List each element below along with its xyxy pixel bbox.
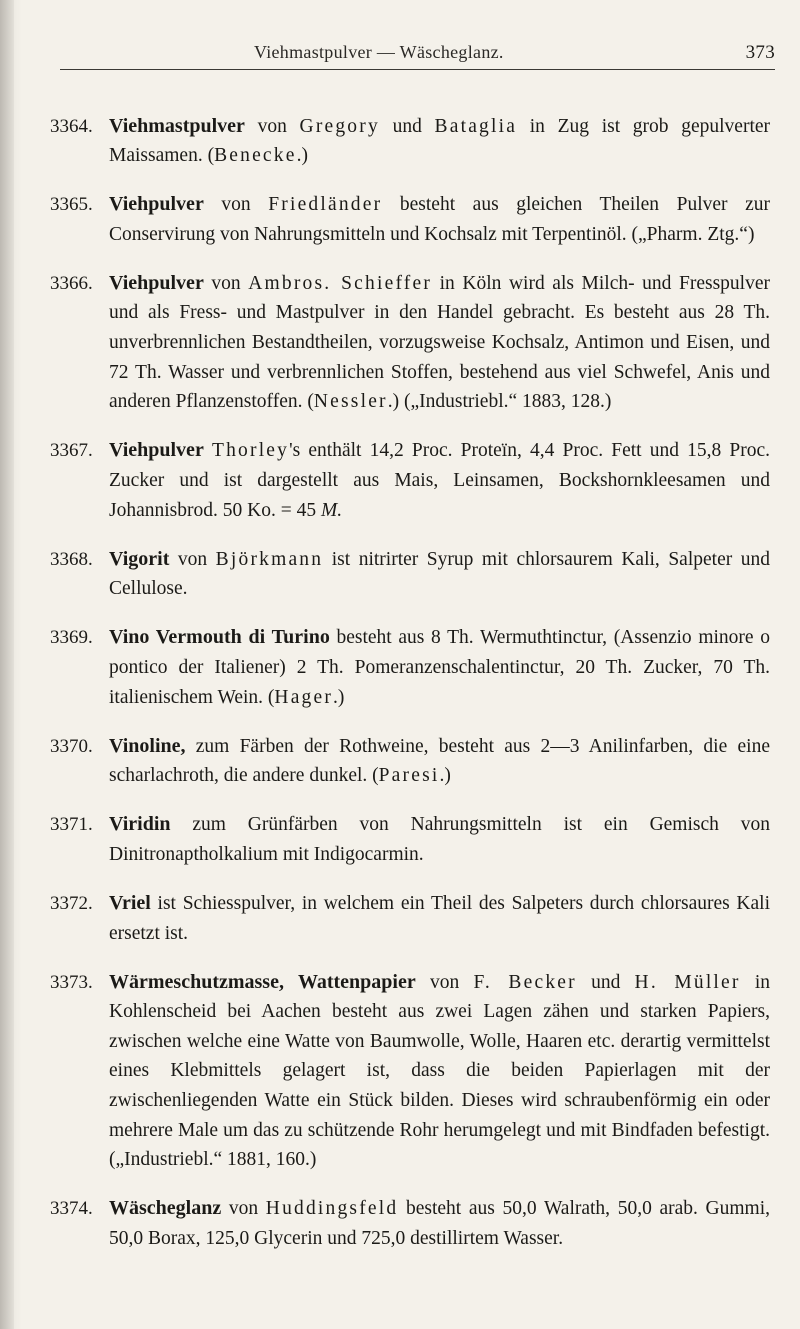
- entry-text: und: [379, 115, 435, 137]
- entry-text: zum Grünfärben von Nahrungsmitteln ist ein Gemisch von Dinitronaptholkalium mit Indigocarmin.: [109, 814, 770, 865]
- source-name: Nessler: [313, 391, 388, 413]
- entry-text: von: [244, 115, 300, 137]
- entry-text: ist nitrirter Syrup mit chlorsaurem Kali, Salpeter und Cellulose.: [109, 548, 770, 600]
- entry-number: 3371.: [50, 814, 93, 836]
- entry-text: .): [439, 765, 451, 787]
- person-name: Gregory: [299, 115, 380, 137]
- entry-text: 's enthält 14,2 Proc. Proteïn, 4,4 Proc. Fett und 15,8 Proc. Zucker und ist dargestellt aus Mais, Leinsamen, Bockshornkleesamen und Johannisbrod. 50 Ko. = 45: [109, 440, 771, 521]
- entry-3367: [50, 436, 770, 525]
- header-rule: [60, 69, 775, 70]
- person-name: F. Becker: [473, 971, 577, 993]
- entry-3364: [50, 112, 770, 171]
- entry-text: von: [169, 548, 216, 570]
- entry-text: von: [415, 971, 474, 993]
- entry-number: 3369.: [50, 627, 93, 649]
- entry-headword: Viehmastpulver: [109, 114, 245, 137]
- entry-3374: [50, 1194, 770, 1253]
- entry-text: von: [203, 272, 249, 294]
- entry-headword: Viridin: [109, 813, 171, 836]
- page-binding-shadow: [0, 0, 14, 1329]
- entry-text: .) („Industriebl.“ 1883, 128.): [387, 391, 612, 413]
- entry-text: besteht aus 50,0 Walrath, 50,0 arab. Gummi, 50,0 Borax, 125,0 Glycerin und 725,0 destillirtem Wasser.: [109, 1198, 771, 1249]
- entry-3365: [50, 190, 770, 249]
- entry-3371: [50, 810, 770, 869]
- running-header: [60, 38, 775, 68]
- entry-3368: [50, 545, 770, 604]
- entry-text: ist Schiesspulver, in welchem ein Theil des Salpeters durch chlorsaures Kali ersetzt ist.: [109, 892, 770, 944]
- entry-text: in Zug ist grob gepulverter Maissamen. (: [109, 115, 771, 167]
- entry-text: [204, 440, 212, 461]
- entry-headword: Vinoline,: [109, 734, 186, 757]
- person-name: Huddingsfeld: [265, 1198, 399, 1220]
- source-name: Benecke: [214, 145, 297, 167]
- entry-number: 3365.: [50, 194, 93, 216]
- source-name: Paresi: [378, 765, 440, 787]
- entry-text: von: [203, 194, 269, 216]
- person-name: Friedländer: [268, 194, 383, 216]
- entry-number: 3364.: [50, 115, 93, 137]
- entry-headword: Wärmeschutzmasse, Wattenpapier: [109, 970, 416, 993]
- running-header-title: Viehmastpulver — Wäscheglanz.: [254, 42, 504, 62]
- entry-headword: Vino Vermouth di Turino: [109, 626, 330, 649]
- entry-text: zum Färben der Rothweine, besteht aus 2—3 Anilinfarben, die eine scharlachroth, die andere dunkel. (: [109, 735, 770, 787]
- entry-number: 3370.: [50, 735, 93, 757]
- entry-headword: Viehpulver: [109, 271, 204, 294]
- person-name: Ambros. Schieffer: [248, 272, 433, 294]
- entry-text: .): [296, 145, 308, 167]
- person-name: Thorley: [211, 440, 290, 462]
- entry-headword: Wäscheglanz: [109, 1197, 222, 1220]
- entry-headword: Vigorit: [109, 547, 170, 570]
- entry-headword: Viehpulver: [109, 193, 204, 216]
- source-name: Hager: [274, 686, 334, 708]
- entry-text: und: [576, 971, 635, 993]
- entry-text: in Köln wird als Milch- und Fresspulver und als Fress- und Mastpulver in den Handel gebracht. Es besteht aus 28 Th. unverbrennlichen Bestandtheilen, vorzugsweise Kochsalz, Antimon und Eisen, und 72 Th. Wasser und verbrennlichen Stoffen, bestehend aus viel Schwefel, Anis und anderen Pflanzenstoffen. (: [109, 272, 770, 413]
- entry-text: .): [333, 686, 345, 708]
- person-name: Björkmann: [215, 548, 324, 570]
- entry-text: von: [221, 1198, 266, 1220]
- entry-text: besteht aus 8 Th. Wermuthtinctur, (Assenzio minore o pontico der Italiener) 2 Th. Pomeranzenschalentinctur, 20 Th. Zucker, 70 Th. italienischem Wein. (: [109, 627, 770, 708]
- entry-3370: [50, 732, 770, 791]
- entry-3373: [50, 968, 770, 1175]
- entry-3369: [50, 623, 770, 712]
- person-name: H. Müller: [634, 971, 741, 993]
- entry-headword: Viehpulver: [109, 439, 204, 462]
- entry-list: [50, 92, 770, 1258]
- entry-number: 3366.: [50, 272, 93, 294]
- entry-text: besteht aus gleichen Theilen Pulver zur Conservirung von Nahrungsmitteln und Kochsalz mit Terpentinöl. („Pharm. Ztg.“): [109, 194, 771, 245]
- entry-text: in Kohlenscheid bei Aachen besteht aus zwei Lagen zähen und starken Papiers, zwischen welche eine Watte von Baumwolle, Wolle, Haaren etc. derartig vermittelst eines Klebmittels gelagert ist, dass die beiden Papierlagen mit der zwischenliegenden Watte ein Stück bilden. Dieses wird schraubenförmig ein oder mehrere Male um das zu schützende Rohr herumgelegt und mit Bindfaden befestigt. („Industriebl.“ 1881, 160.): [109, 971, 771, 1171]
- person-name: Bataglia: [434, 115, 518, 137]
- entry-3372: [50, 889, 770, 948]
- entry-number: 3374.: [50, 1198, 93, 1220]
- entry-headword: Vriel: [109, 891, 151, 914]
- entry-number: 3373.: [50, 971, 93, 993]
- entry-number: 3372.: [50, 892, 93, 914]
- entry-3366: [50, 269, 770, 417]
- page-number: 373: [745, 42, 775, 63]
- entry-number: 3367.: [50, 440, 93, 462]
- currency-mark: M.: [320, 499, 343, 521]
- entry-number: 3368.: [50, 548, 93, 570]
